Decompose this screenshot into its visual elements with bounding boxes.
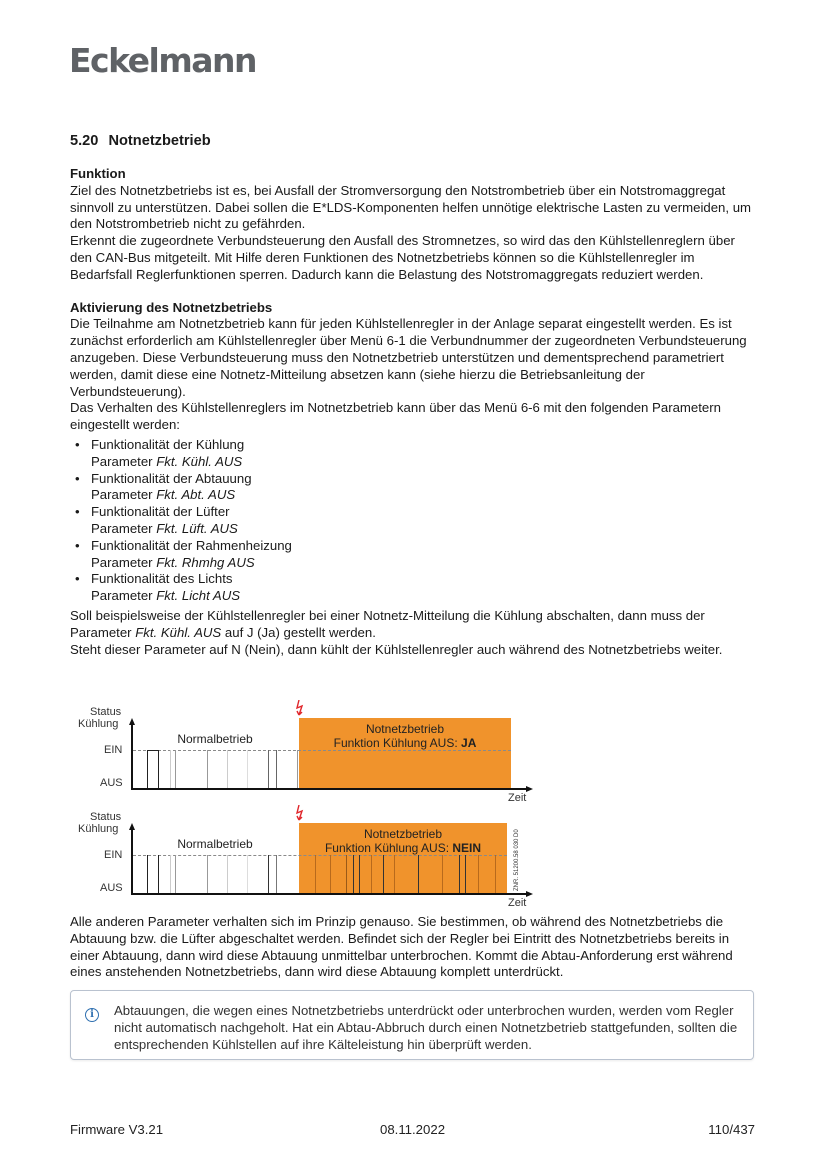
setting-value: NEIN <box>452 841 482 855</box>
list-item-prefix: Parameter <box>91 520 157 536</box>
footer-page-number: 110/437 <box>708 1122 755 1137</box>
normal-operation-label: Normalbetrieb <box>177 732 253 746</box>
setting-label: Funktion Kühlung AUS: <box>324 841 453 855</box>
emergency-setting <box>299 736 511 750</box>
section-title-text: Notnetzbetrieb <box>108 133 211 149</box>
example-text: Soll beispielsweise der Kühlstellenregler bei einer Notnetz-Mitteilung die Kühlung abschalten, dann muss der Parameter <box>70 607 705 640</box>
list-item-prefix: Parameter <box>91 487 157 503</box>
aktivierung-heading: Aktivierung des Notnetzbetriebs <box>70 299 273 315</box>
list-item <box>70 437 760 471</box>
level-aus-label: AUS <box>100 777 123 789</box>
x-axis-label: Zeit <box>508 897 527 909</box>
list-item-prefix: Parameter <box>91 554 157 570</box>
list-item-prefix: Parameter <box>91 453 157 469</box>
list-item-function: Funktionalität der Abtauung <box>91 470 252 486</box>
funktion-heading: Funktion <box>70 166 126 181</box>
aktivierung-paragraph-1: Die Teilnahme am Notnetzbetrieb kann für jeden Kühlstellenregler in der Anlage separat eingestellt werden. Es ist zunächst erforderlich am Kühlstellenregler über Menü 6-1 die Verbundnummer der zugeordneten Verbundsteuerung anzugeben. Diese Verbundsteuerung muss den Notnetzbetrieb unterstützen und dementsprechend parametriert werden, damit diese eine Notnetz-Mitteilung absetzen kann (siehe hierzu die Betriebsanleitung der Verbundsteuerung). <box>70 316 747 399</box>
y-axis <box>131 722 133 790</box>
funktion-paragraph-2: Erkennt die zugeordnete Verbundsteuerung den Ausfall des Stromnetzes, so wird das den Kühlstellenreglern über den CAN-Bus mitgeteilt. Mit Hilfe deren Funktionen des Notnetzbetriebs können so die Kühlstellenregler im Bedarfsfall Reglerfunktionen sperren. Dadurch kann die Belastung des Notstromaggregats reduziert werden. <box>70 233 735 282</box>
example-text: auf J (Ja) gestellt werden. <box>221 624 376 640</box>
timing-diagram-ja <box>70 700 530 802</box>
list-item-prefix: Parameter <box>91 588 157 604</box>
company-logo: Eckelmann <box>69 41 256 80</box>
list-item-function: Funktionalität der Kühlung <box>91 436 245 452</box>
emergency-title: Notnetzbetrieb <box>365 722 445 736</box>
section-number: 5.20 <box>70 133 99 149</box>
ein-level-line <box>133 750 511 751</box>
x-axis-arrow-icon <box>526 786 533 792</box>
parameter-list <box>70 437 760 605</box>
list-item <box>70 538 760 572</box>
list-item-param: Fkt. Rhmhg AUS <box>156 554 255 570</box>
level-ein-label: EIN <box>104 849 123 861</box>
example-paragraph-1 <box>70 608 760 642</box>
list-item-function: Funktionalität der Lüfter <box>91 504 230 520</box>
emergency-label <box>299 827 507 855</box>
info-note <box>70 990 754 1060</box>
x-axis <box>131 893 527 895</box>
section-title <box>70 132 760 150</box>
example-paragraph-2: Steht dieser Parameter auf N (Nein), dann kühlt der Kühlstellenregler auch während des Notnetzbetriebs weiter. <box>70 641 723 657</box>
normal-operation-label: Normalbetrieb <box>177 837 253 851</box>
y-axis <box>131 827 133 895</box>
footer-date: 08.11.2022 <box>380 1122 446 1137</box>
timing-diagram-nein <box>70 805 530 907</box>
level-aus-label: AUS <box>100 882 123 894</box>
funktion-paragraph-1: Ziel des Notnetzbetriebs ist es, bei Ausfall der Stromversorgung den Notstrombetrieb über ein Notstromaggregat sinnvoll zu unterstützen. Dabei sollen die E*LDS-Komponenten helfen unnötige elektrische Lasten zu vermeiden, um den Notstrombetrieb nicht zu gefährden. <box>70 182 752 232</box>
ein-level-line <box>133 855 507 856</box>
list-item-param: Fkt. Kühl. AUS <box>156 453 243 469</box>
example-param: Fkt. Kühl. AUS <box>135 624 222 640</box>
drawing-number: ZNR. 51200.58 030 D0 <box>514 829 520 891</box>
emergency-label <box>299 722 511 750</box>
list-item-param: Fkt. Abt. AUS <box>156 487 236 503</box>
list-item <box>70 571 760 605</box>
list-item <box>70 504 760 538</box>
setting-value: JA <box>461 736 477 750</box>
list-item <box>70 471 760 505</box>
x-axis-arrow-icon <box>526 891 533 897</box>
y-axis-label-kuehlung: Kühlung <box>78 718 119 730</box>
aktivierung-paragraph-2: Das Verhalten des Kühlstellenreglers im Notnetzbetrieb kann über das Menü 6-6 mit den folgenden Parametern eingestellt werden: <box>70 400 721 433</box>
level-ein-label: EIN <box>104 744 123 756</box>
x-axis-label: Zeit <box>508 792 527 804</box>
list-item-param: Fkt. Licht AUS <box>156 588 241 604</box>
x-axis <box>131 788 527 790</box>
y-axis-arrow-icon <box>129 823 135 830</box>
lightning-icon <box>296 805 308 823</box>
list-item-param: Fkt. Lüft. AUS <box>156 520 238 536</box>
footer-firmware: Firmware V3.21 <box>70 1122 164 1137</box>
y-axis-label-status: Status <box>90 706 122 718</box>
page-content <box>70 132 760 658</box>
list-item-function: Funktionalität der Rahmenheizung <box>91 537 292 553</box>
info-icon: i <box>85 1008 99 1022</box>
y-axis-label-kuehlung: Kühlung <box>78 823 119 835</box>
list-item-function: Funktionalität des Lichts <box>91 571 233 587</box>
lightning-icon <box>296 700 308 718</box>
emergency-title: Notnetzbetrieb <box>363 827 443 841</box>
note-text: Abtauungen, die wegen eines Notnetzbetriebs unterdrückt oder unterbrochen wurden, werden vom Regler nicht automatisch nachgeholt. Hat ein Abtau-Abbruch durch einen Notnetzbetrieb stattgefunden, sollten die entsprechenden Kühlstellen auf ihre Kälteleistung hin überprüft werden. <box>114 1003 738 1052</box>
emergency-setting <box>299 841 507 855</box>
setting-label: Funktion Kühlung AUS: <box>333 736 462 750</box>
y-axis-arrow-icon <box>129 718 135 725</box>
y-axis-label-status: Status <box>90 811 122 823</box>
closing-paragraph: Alle anderen Parameter verhalten sich im Prinzip genauso. Sie bestimmen, ob während des Notnetzbetriebs die Abtauung bzw. die Lüfter abgeschaltet werden. Befindet sich der Regler bei Eintritt des Notnetzbetriebs bereits in einer Abtauung, dann wird diese Abtauung unmittelbar unterbrochen. Kommt die Abtau-Anforderung erst während eines anstehenden Notnetzbetriebs, dann wird diese Abtauung komplett unterdrückt. <box>70 914 733 980</box>
